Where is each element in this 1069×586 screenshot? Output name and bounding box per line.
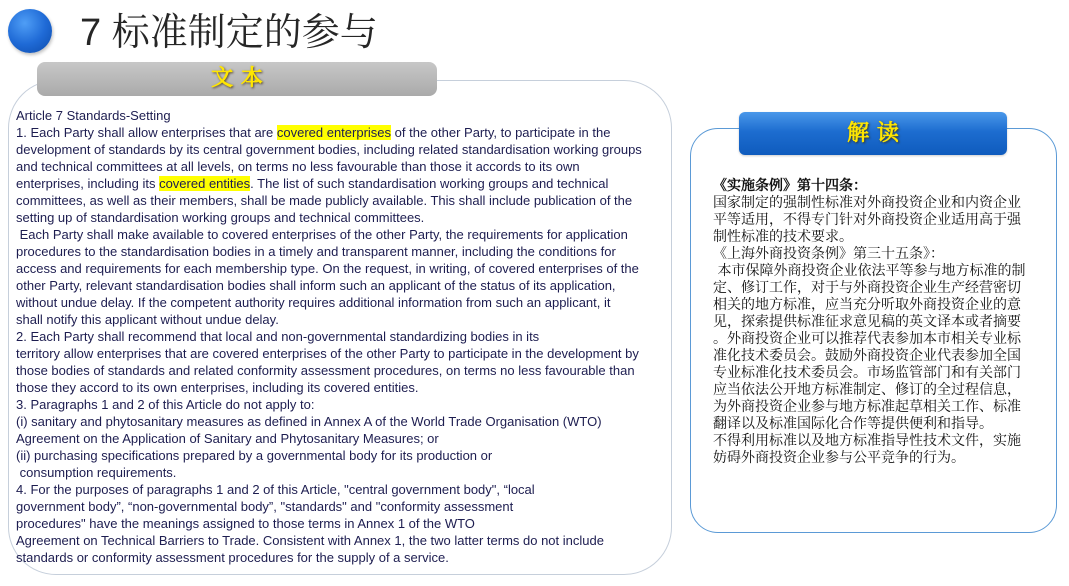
- interpretation-line: 准化技术委员会。鼓励外商投资企业代表参加全国: [713, 348, 1021, 364]
- interpretation-line: 为外商投资企业参与地方标准起草相关工作、标准: [713, 399, 1021, 415]
- highlighted-term: covered enterprises: [276, 125, 392, 140]
- article-text-line: Each Party shall make available to covered enterprises of the other Party, the requirements for application: [16, 227, 628, 242]
- article-text-line: shall notify this applicant without undue delay.: [16, 312, 279, 327]
- title-bullet-circle: [8, 9, 52, 53]
- text-segment: . The list of such standardisation working groups and technical: [250, 176, 609, 191]
- article-text-line: [16, 124, 642, 141]
- highlighted-term: covered entities: [159, 176, 251, 191]
- article-text-line: procedures to the standardisation bodies in a timely and transparent manner, including the conditions for: [16, 244, 616, 259]
- interpretation-line: 见，探索提供标准征求意见稿的英文译本或者摘要: [713, 314, 1021, 330]
- interpretation-line: 《上海外商投资条例》第三十五条》：: [713, 246, 944, 262]
- source-text-tab: [37, 62, 437, 96]
- article-text-line: 3. Paragraphs 1 and 2 of this Article do not apply to:: [16, 397, 315, 412]
- article-text-line: government body”, “non-governmental body”, "standards" and "conformity assessment: [16, 499, 514, 514]
- interpretation-line: 平等适用，不得专门针对外商投资企业适用高于强: [713, 212, 1021, 228]
- article-text-line: consumption requirements.: [16, 465, 177, 480]
- interpretation-line: 相关的地方标准，应当充分听取外商投资企业的意: [713, 297, 1021, 313]
- interpretation-line: 定、修订工作，对于与外商投资企业生产经营密切: [713, 280, 1021, 296]
- article-text-line: 2. Each Party shall recommend that local and non-governmental standardizing bodies in its: [16, 329, 540, 344]
- interpretation-line: 本市保障外商投资企业依法平等参与地方标准的制: [713, 263, 1026, 279]
- article-text-line: 4. For the purposes of paragraphs 1 and 2 of this Article, "central government body", “local: [16, 482, 535, 497]
- article-text-line: [16, 175, 642, 192]
- interpretation-line: 制性标准的技术要求。: [713, 229, 853, 245]
- article-text-line: setting up of standardisation working groups and technical committees.: [16, 210, 425, 225]
- article-text-line: access and requirements for each membership type. On the request, in writing, of covered enterprises of the: [16, 261, 639, 276]
- article-text-line: (ii) purchasing specifications prepared by a governmental body for its production or: [16, 448, 493, 463]
- source-text-tab-label: 文 本: [211, 66, 263, 91]
- article-text-line: Agreement on the Application of Sanitary and Phytosanitary Measures; or: [16, 431, 439, 446]
- text-segment: 1. Each Party shall allow enterprises that are: [16, 125, 277, 140]
- article-text-line: procedures" have the meanings assigned to those terms in Annex 1 of the WTO: [16, 516, 475, 531]
- article-text-line: those they accord to its own enterprises, including its covered entities.: [16, 380, 419, 395]
- article-text-line: standards or conformity assessment procedures for the supply of a service.: [16, 550, 449, 565]
- interpretation-line: 专业标准化技术委员会。市场监管部门和有关部门: [713, 365, 1021, 381]
- article-text-line: other Party, relevant standardisation bodies shall inform such an applicant of the status of its application,: [16, 278, 616, 293]
- interpretation-body: [713, 178, 1025, 467]
- source-text-body: [16, 107, 642, 566]
- interpretation-line: 应当依法公开地方标准制定、修订的全过程信息，: [713, 382, 1021, 398]
- slide-title: 7 标准制定的参与: [80, 12, 378, 54]
- article-text-line: territory allow enterprises that are covered enterprises of the other Party to participate in the development by: [16, 346, 639, 361]
- article-text-line: committees, as well as their members, shall be made publicly available. This shall include publication of the: [16, 193, 633, 208]
- article-heading: Article 7 Standards-Setting: [16, 108, 171, 123]
- interpretation-line: 。外商投资企业可以推荐代表参加本市相关专业标: [713, 331, 1021, 347]
- article-text-line: Agreement on Technical Barriers to Trade. Consistent with Annex 1, the two latter terms do not include: [16, 533, 604, 548]
- article-text-line: without undue delay. If the competent authority requires additional information from such an applicant, it: [16, 295, 611, 310]
- interpretation-tab-label: 解 读: [847, 121, 899, 146]
- interpretation-line: 翻译以及标准国际化合作等提供便利和指导。: [713, 416, 993, 432]
- interpretation-line: 妨碍外商投资企业参与公平竞争的行为。: [713, 450, 965, 466]
- interpretation-tab: [739, 112, 1007, 155]
- article-text-line: (i) sanitary and phytosanitary measures as defined in Annex A of the World Trade Organisation (WTO): [16, 414, 602, 429]
- article-text-line: development of standards by its central government bodies, including related standardisation working groups: [16, 142, 642, 157]
- article-text-line: those bodies of standards and related conformity assessment procedures, on terms no less favourable than: [16, 363, 635, 378]
- interpretation-line: 国家制定的强制性标准对外商投资企业和内资企业: [713, 195, 1021, 211]
- text-segment: enterprises, including its: [16, 176, 160, 191]
- interpretation-heading: 《实施条例》第十四条：: [713, 178, 867, 194]
- interpretation-line: 不得利用标准以及地方标准指导性技术文件，实施: [713, 433, 1021, 449]
- article-text-line: and technical committees at all levels, on terms no less favourable than those it accords to its own: [16, 159, 580, 174]
- text-segment: of the other Party, to participate in the: [391, 125, 611, 140]
